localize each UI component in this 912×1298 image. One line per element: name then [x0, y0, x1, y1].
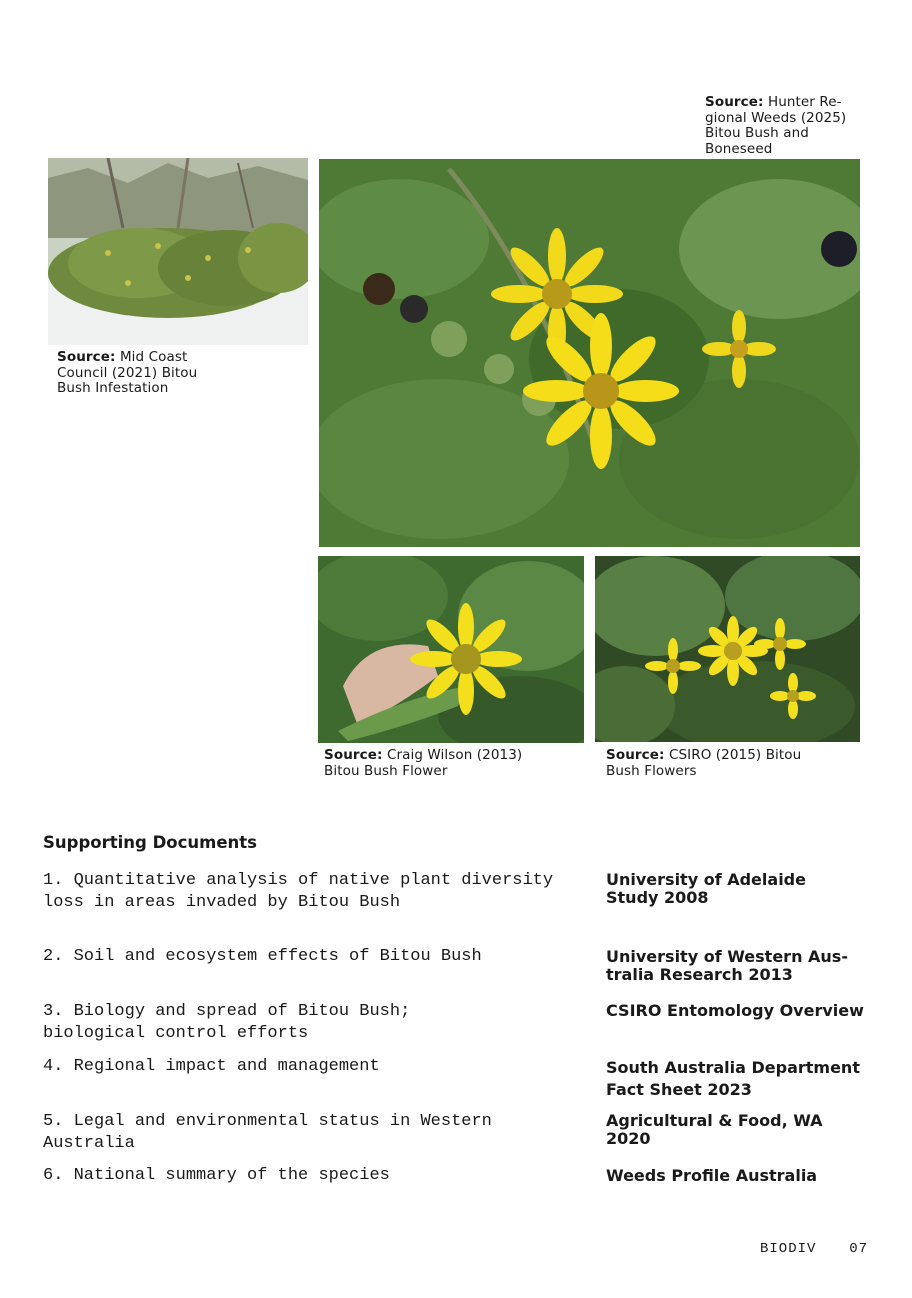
- doc-number: 5.: [43, 1112, 64, 1131]
- caption-text: Hunter Re- gional Weeds (2025) Bitou Bush and Boneseed: [705, 94, 847, 157]
- caption-label: Source:: [324, 747, 383, 763]
- photo-bitou-flowers-large: [319, 159, 860, 547]
- doc-item-6-title: [43, 1165, 563, 1187]
- doc-title-text: Legal and environmental status in Western Australia: [43, 1112, 492, 1153]
- doc-item-3-source: CSIRO Entomology Overview: [606, 1001, 864, 1020]
- doc-number: 6.: [43, 1166, 64, 1185]
- doc-title-text: Soil and ecosystem effects of Bitou Bush: [73, 947, 482, 966]
- caption-flowers-cluster: [606, 748, 836, 779]
- doc-item-2-source: University of Western Aus- tralia Research 2013: [606, 947, 848, 984]
- doc-item-1-title: [43, 870, 563, 914]
- doc-title-text: Quantitative analysis of native plant diversity loss in areas invaded by Bitou Bush: [43, 871, 554, 912]
- photo-bitou-flower-cluster: [595, 556, 860, 742]
- caption-top-right: [705, 95, 855, 157]
- doc-item-6-source: Weeds Profile Australia: [606, 1166, 818, 1185]
- caption-label: Source:: [57, 349, 116, 365]
- caption-text: Mid Coast Council (2021) Bitou Bush Infestation: [57, 349, 198, 396]
- page-number: 07: [849, 1241, 869, 1257]
- doc-number: 1.: [43, 871, 64, 890]
- page-footer: [760, 1241, 868, 1257]
- doc-item-3-title: [43, 1001, 463, 1045]
- doc-title-text: Regional impact and management: [73, 1057, 380, 1076]
- doc-item-5-source: Agricultural & Food, WA 2020: [606, 1111, 823, 1148]
- caption-infestation: [57, 350, 207, 397]
- doc-item-4-source: South Australia Department Fact Sheet 2023: [606, 1058, 860, 1099]
- caption-label: Source:: [606, 747, 665, 763]
- doc-item-5-title: [43, 1111, 563, 1155]
- doc-item-2-title: [43, 946, 563, 968]
- caption-text: Craig Wilson (2013) Bitou Bush Flower: [324, 747, 523, 779]
- doc-number: 3.: [43, 1002, 64, 1021]
- doc-item-1-source: University of Adelaide Study 2008: [606, 870, 806, 907]
- doc-number: 2.: [43, 947, 64, 966]
- photo-bush-infestation: [48, 158, 308, 345]
- doc-number: 4.: [43, 1057, 64, 1076]
- photo-bitou-flower-hand: [318, 556, 584, 743]
- supporting-documents-heading: Supporting Documents: [43, 833, 257, 852]
- caption-flower-single: [324, 748, 554, 779]
- doc-title-text: National summary of the species: [73, 1166, 390, 1185]
- footer-label: BIODIV: [760, 1241, 817, 1257]
- doc-title-text: Biology and spread of Bitou Bush; biological control efforts: [43, 1002, 411, 1043]
- caption-label: Source:: [705, 94, 764, 110]
- doc-item-4-title: [43, 1056, 563, 1078]
- caption-text: CSIRO (2015) Bitou Bush Flowers: [606, 747, 802, 779]
